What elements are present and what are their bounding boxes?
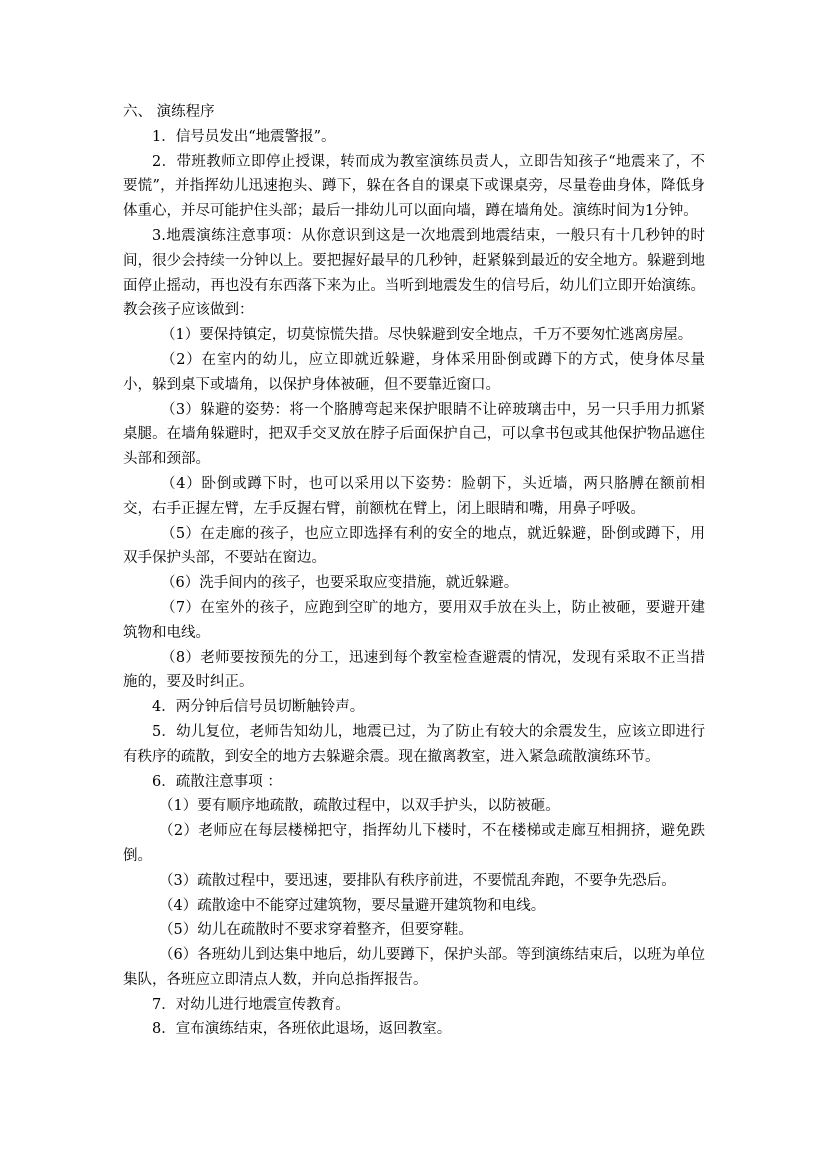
paragraph-step-6: 6．疏散注意事项 ：: [152, 773, 282, 790]
paragraph-note-3: （3）躲避的姿势：将一个胳膊弯起来保护眼睛不让碎玻璃击中，另一只手用力抓紧桌腿。在墙角躲避时，把双手交叉放在脖子后面保护自己，可以拿书包或其他保护物品遮住头部和颈部。: [123, 401, 705, 468]
paragraph-note-5: （5）在走廊的孩子，也应立即选择有利的安全的地点，就近躲避，卧倒或蹲下，用双手保护头部，不要站在窗边。: [123, 525, 705, 567]
paragraph-step-2: 2．带班教师立即停止授课，转而成为教室演练员责人，立即告知孩子“地震来了，不要慌”，并指挥幼儿迅速抱头、蹲下，躲在各自的课桌下或课桌旁，尽量卷曲身体，降低身体重心，并尽可能护住头部；最后一排幼儿可以面向墙，蹲在墙角处。演练时间为1分钟。: [123, 153, 705, 220]
paragraph-step-7: 7．对幼儿进行地震宣传教育。: [152, 996, 350, 1013]
section-heading: 六、 演练程序: [123, 104, 215, 120]
paragraph-note-2: （2）在室内的幼儿，应立即就近躲避，身体采用卧倒或蹲下的方式，使身体尽量小，躲到桌下或墙角，以保护身体被砸，但不要靠近窗口。: [123, 351, 705, 393]
paragraph-evac-4: （4）疏散途中不能穿过建筑物，要尽量避开建筑物和电线。: [159, 897, 546, 914]
paragraph-note-6: （6）洗手间内的孩子，也要采取应变措施，就近躲避。: [161, 575, 519, 592]
paragraph-step-5: 5．幼儿复位，老师告知幼儿，地震已过，为了防止有较大的余震发生，应该立即进行有秩序的疏散，到安全的地方去躲避余震。现在撤离教室，进入紧急疏散演练环节。: [123, 723, 705, 765]
paragraph-note-7: （7）在室外的孩子，应跑到空旷的地方，要用双手放在头上，防止被砸，要避开建筑物和电线。: [123, 599, 705, 641]
paragraph-step-8: 8．宣布演练结束，各班依此退场，返回教室。: [152, 1021, 452, 1038]
paragraph-evac-1: （1）要有顺序地疏散，疏散过程中，以双手护头，以防被砸。: [159, 798, 560, 815]
paragraph-evac-5: （5）幼儿在疏散时不要求穿着整齐，但要穿鞋。: [159, 922, 473, 939]
document-body: [123, 100, 705, 1042]
paragraph-note-8: （8）老师要按预先的分工，迅速到每个教室检查避震的情况，发现有采取不正当措施的，要及时纠正。: [123, 649, 705, 691]
paragraph-note-4: （4）卧倒或蹲下时，也可以采用以下姿势：脸朝下，头近墙，两只胳膊在额前相交，右手正握左臂，左手反握右臂，前额枕在臂上，闭上眼睛和嘴，用鼻子呼吸。: [123, 475, 705, 517]
paragraph-evac-3: （3）疏散过程中，要迅速，要排队有秩序前进，不要慌乱奔跑，不要争先恐后。: [159, 872, 676, 889]
paragraph-step-3: 3.地震演练注意事项：从你意识到这是一次地震到地震结束，一般只有十几秒钟的时间，很少会持续一分钟以上。要把握好最早的几秒钟，赶紧躲到最近的安全地方。躲避到地面停止摇动，再也没有东西落下来为止。当听到地震发生的信号后，幼儿们立即开始演练。教会孩子应该做到：: [123, 227, 705, 319]
paragraph-step-1: 1．信号员发出“地震警报”。: [152, 128, 336, 145]
paragraph-note-1: （1）要保持镇定，切莫惊慌失措。尽快躲避到安全地点，千万不要匆忙逃离房屋。: [161, 327, 693, 344]
paragraph-evac-2: （2）老师应在每层楼梯把守，指挥幼儿下楼时，不在楼梯或走廊互相拥挤，避免跌倒。: [123, 823, 705, 864]
paragraph-step-4: 4．两分钟后信号员切断触铃声。: [152, 699, 365, 716]
paragraph-evac-6: （6）各班幼儿到达集中地后，幼儿要蹲下，保护头部。等到演练结束后，以班为单位集队，各班应立即清点人数，并向总指挥报告。: [123, 947, 705, 988]
